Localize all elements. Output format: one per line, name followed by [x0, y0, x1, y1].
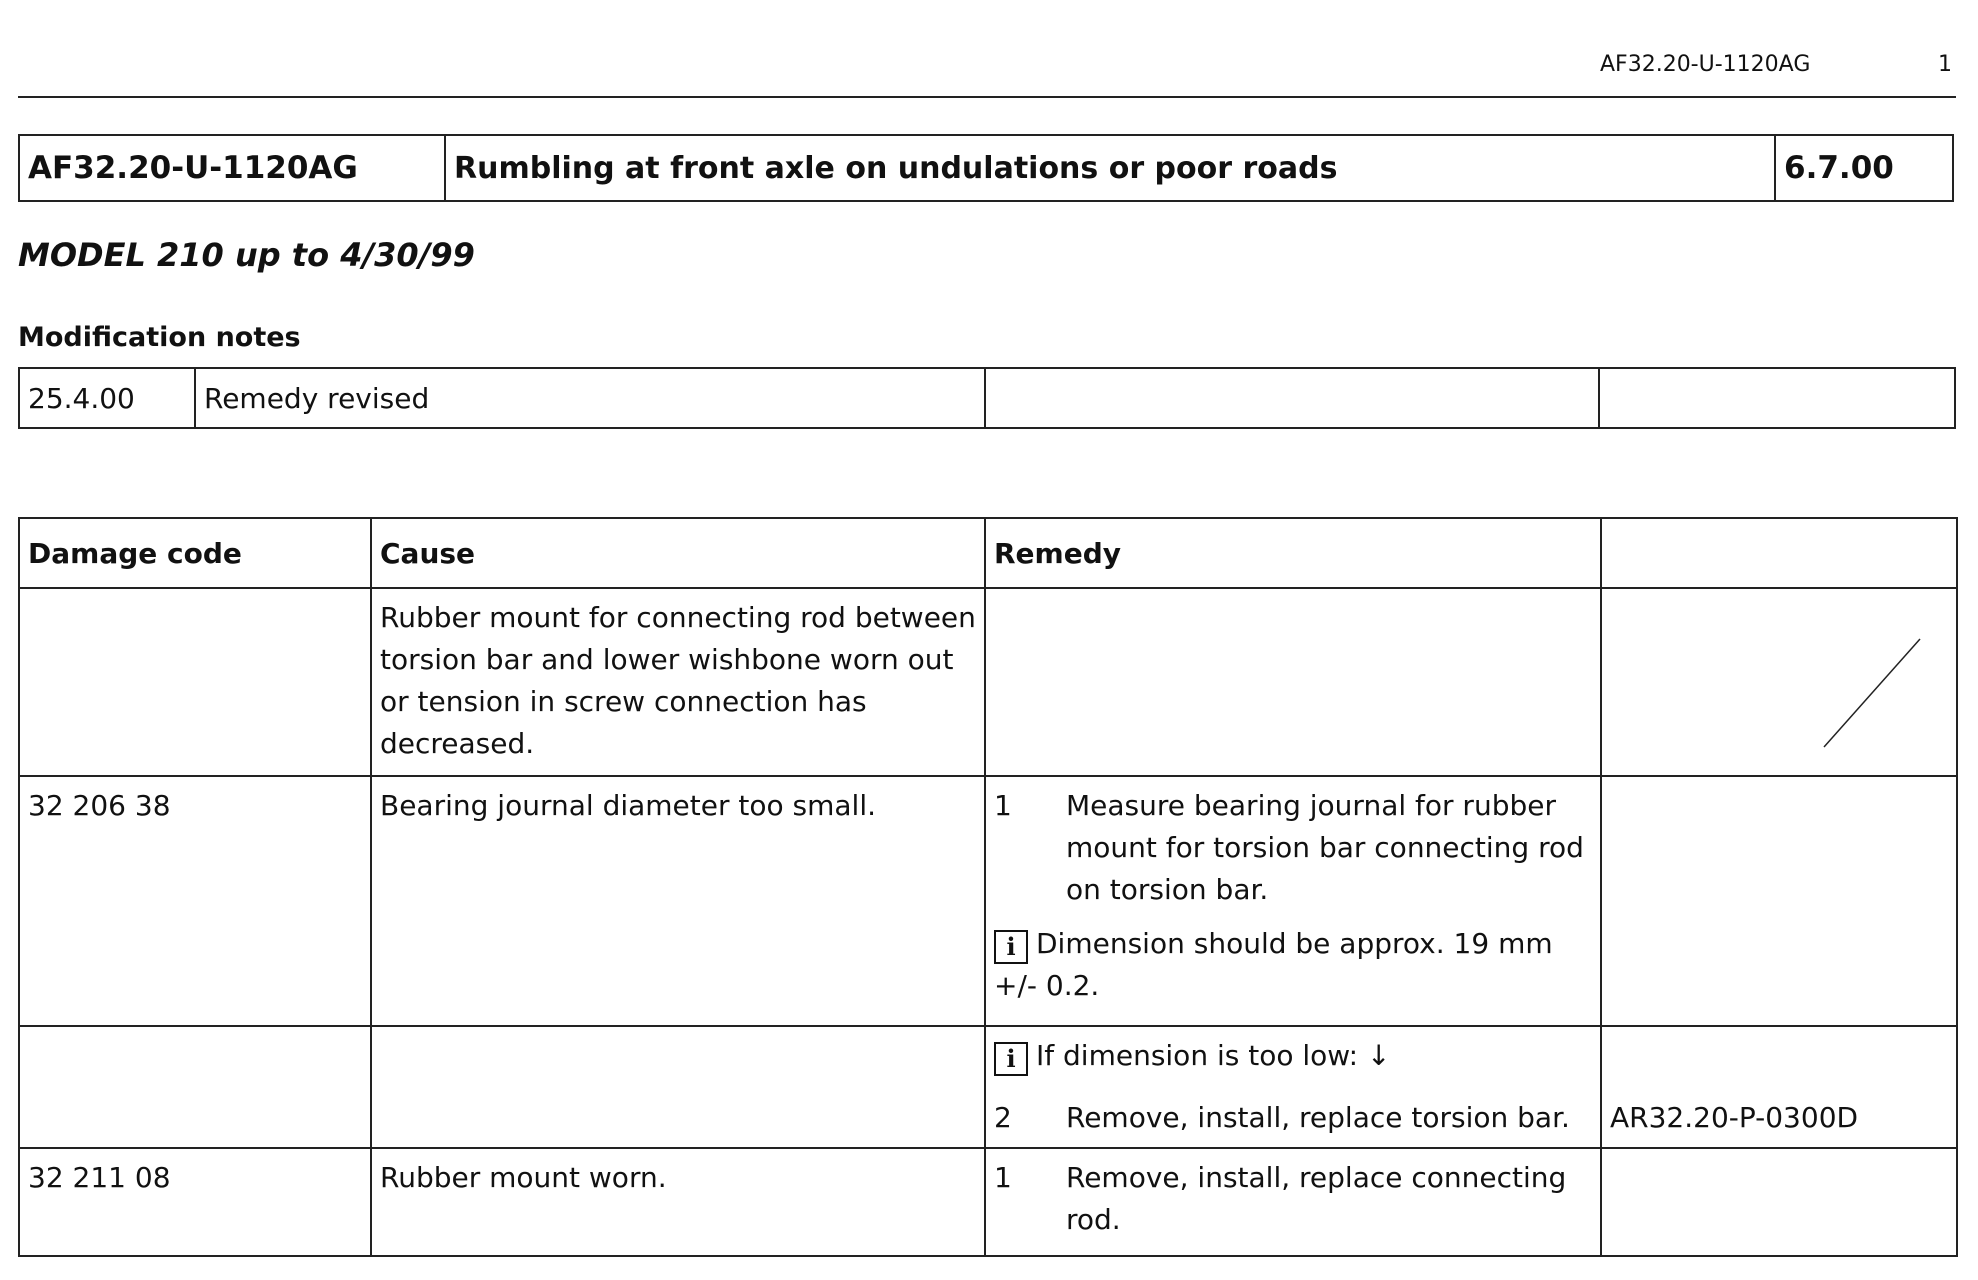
info-icon: i [994, 930, 1028, 964]
remedy-step [994, 785, 1592, 911]
column-header-reference [1601, 518, 1957, 588]
modification-notes-heading: Modification notes [18, 322, 301, 353]
column-header-remedy: Remedy [985, 518, 1601, 588]
step-number: 2 [994, 1101, 1012, 1134]
remedy-step [994, 1097, 1592, 1139]
diagnosis-table [18, 517, 1958, 1257]
damage-code-cell: 32 211 08 [19, 1148, 371, 1256]
modification-notes-table [18, 367, 1956, 429]
damage-code-cell: 32 206 38 [19, 776, 371, 1026]
cause-cell: Rubber mount for connecting rod between torsion bar and lower wishbone worn out or tension in screw connection has decreased. [371, 588, 985, 776]
note-text: Dimension should be approx. 19 mm +/- 0.2. [994, 927, 1553, 1002]
info-icon: i [994, 1042, 1028, 1076]
table-row [19, 368, 1955, 428]
info-note [994, 1035, 1592, 1077]
modification-empty-cell [985, 368, 1599, 428]
page-number: 1 [1938, 52, 1952, 77]
table-row [19, 588, 1957, 776]
step-number: 1 [994, 789, 1012, 822]
model-heading: MODEL 210 up to 4/30/99 [18, 236, 475, 274]
reference-cell-crossed [1601, 588, 1957, 776]
column-header-damage-code: Damage code [19, 518, 371, 588]
info-note [994, 923, 1592, 1007]
page-title: Rumbling at front axle on undulations or poor roads [445, 135, 1775, 201]
step-text: Measure bearing journal for rubber mount for torsion bar connecting rod on torsion bar. [1066, 789, 1584, 906]
header-doc-code: AF32.20-U-1120AG [1600, 52, 1811, 77]
modification-empty-cell [1599, 368, 1955, 428]
modification-note: Remedy revised [195, 368, 985, 428]
title-code: AF32.20-U-1120AG [19, 135, 445, 201]
table-row [19, 1148, 1957, 1256]
table-row [19, 776, 1957, 1026]
step-text: Remove, install, replace torsion bar. [1066, 1101, 1570, 1134]
note-text: If dimension is too low: ↓ [1036, 1039, 1391, 1072]
column-header-cause: Cause [371, 518, 985, 588]
table-header-row [19, 518, 1957, 588]
reference-cell [1601, 776, 1957, 1026]
damage-code-cell [19, 588, 371, 776]
title-block [18, 134, 1954, 202]
table-row [19, 1026, 1957, 1148]
remedy-cell [985, 776, 1601, 1026]
damage-code-cell [19, 1026, 371, 1148]
remedy-cell [985, 1026, 1601, 1148]
cause-cell: Bearing journal diameter too small. [371, 776, 985, 1026]
remedy-step [994, 1157, 1592, 1241]
modification-date: 25.4.00 [19, 368, 195, 428]
reference-link[interactable]: AR32.20-P-0300D [1601, 1026, 1957, 1148]
step-text: Remove, install, replace connecting rod. [1066, 1161, 1567, 1236]
remedy-cell [985, 1148, 1601, 1256]
reference-cell [1601, 1148, 1957, 1256]
remedy-cell [985, 588, 1601, 776]
header-divider [18, 96, 1956, 98]
cause-cell [371, 1026, 985, 1148]
step-number: 1 [994, 1161, 1012, 1194]
title-date: 6.7.00 [1775, 135, 1953, 201]
diagonal-strike-line [1602, 589, 1958, 777]
cause-cell: Rubber mount worn. [371, 1148, 985, 1256]
